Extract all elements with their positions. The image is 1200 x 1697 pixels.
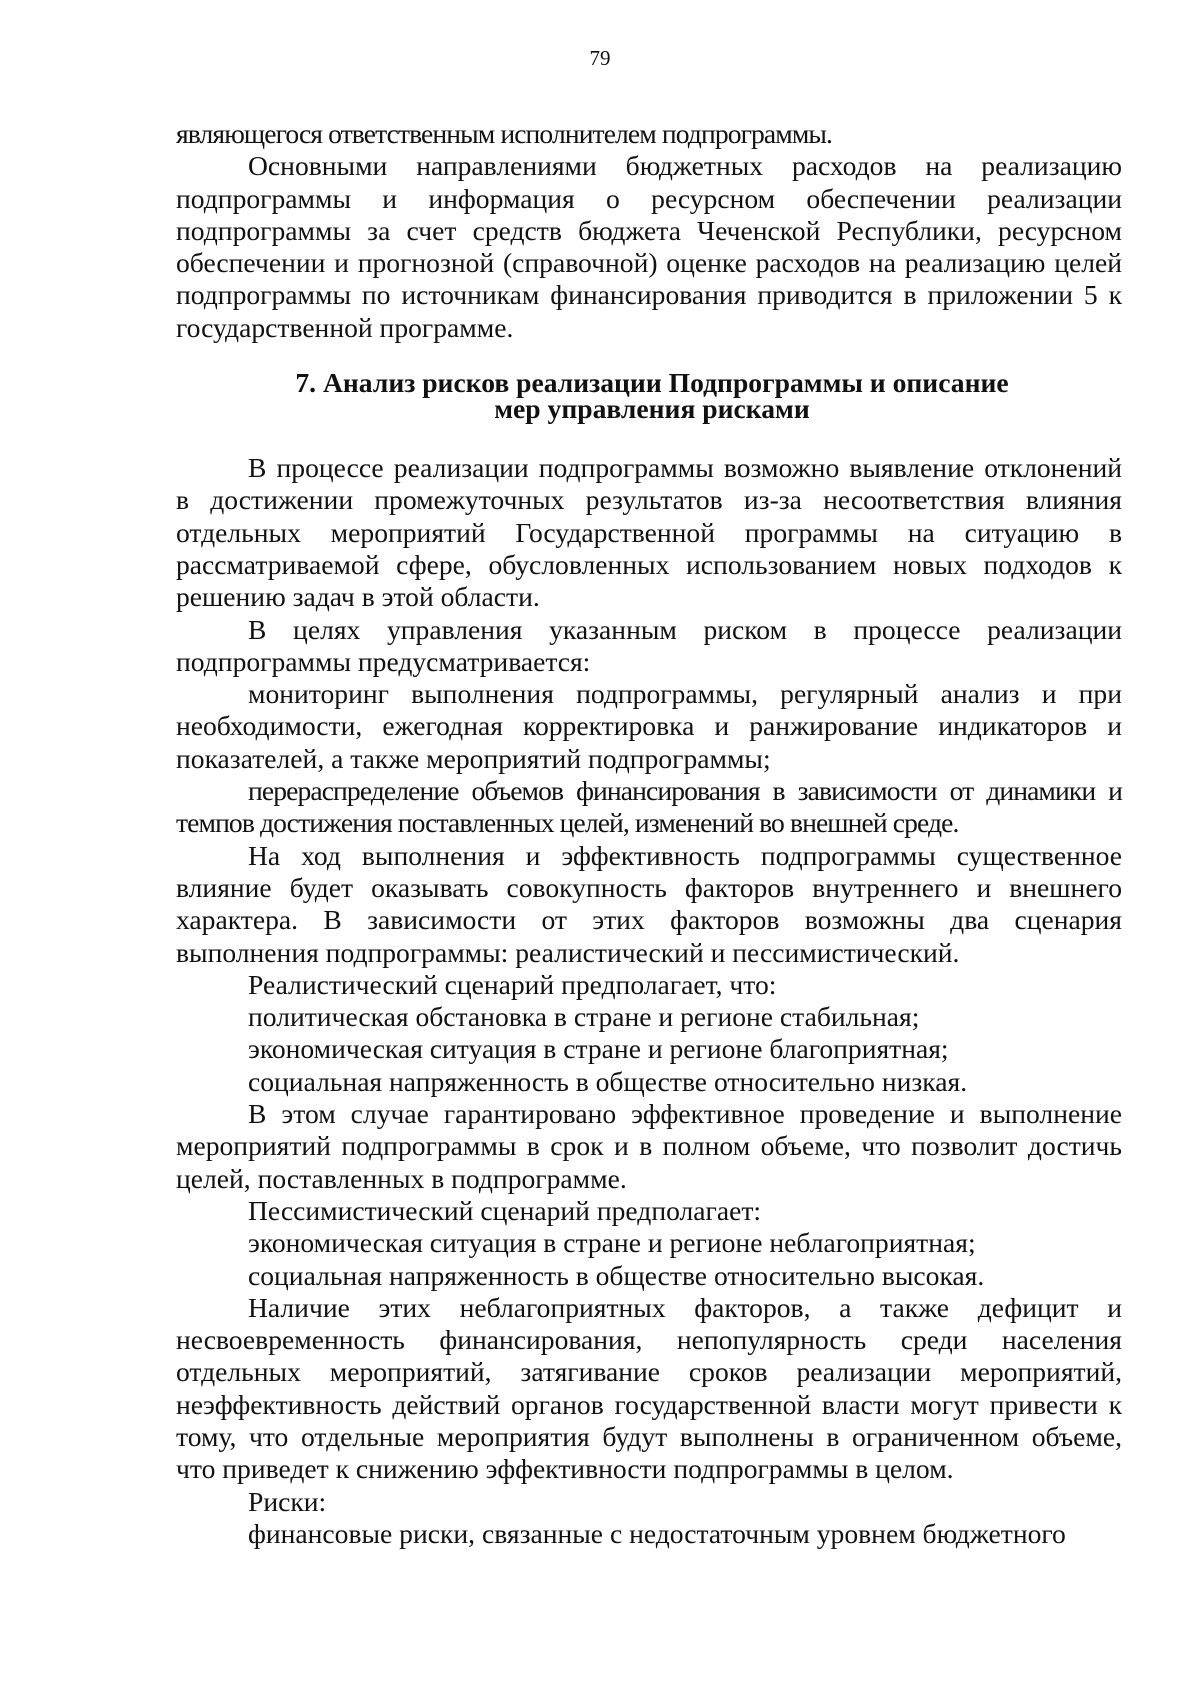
section-heading (176, 367, 1122, 425)
paragraph: социальная напряженность в обществе относительно низкая. (248, 1065, 968, 1097)
page-number: 79 (589, 46, 611, 70)
paragraph: экономическая ситуация в стране и регионе благоприятная; (248, 1033, 949, 1065)
paragraph: В целях управления указанным риском в процессе реализации подпрограммы предусматривается: (176, 613, 1122, 677)
section-heading-line: 7. Анализ рисков реализации Подпрограммы и описание (295, 367, 1009, 399)
paragraph: На ход выполнения и эффективность подпрограммы существенное влияние будет оказывать совокупность факторов внутреннего и внешнего характера. В зависимости от этих факторов возможны два сценария выполнения подпрограммы: реалистический и пессимистический. (176, 839, 1122, 968)
document-body (176, 118, 1122, 1550)
paragraph: финансовые риски, связанные с недостаточным уровнем бюджетного (248, 1517, 1066, 1549)
paragraph: являющегося ответственным исполнителем подпрограммы. (176, 118, 833, 149)
paragraph: В процессе реализации подпрограммы возможно выявление отклонений в достижении промежуточных результатов из-за несоответствия влияния отдельных мероприятий Государственной программы на ситуацию в рассматриваемой сфере, обусловленных использованием новых подходов к решению задач в этой области. (176, 452, 1122, 613)
paragraph: мониторинг выполнения подпрограммы, регулярный анализ и при необходимости, ежегодная корректировка и ранжирование индикаторов и показателей, а также мероприятий подпрограммы; (176, 678, 1122, 774)
paragraph: В этом случае гарантировано эффективное проведение и выполнение мероприятий подпрограммы в срок и в полном объеме, что позволит достичь целей, поставленных в подпрограмме. (176, 1098, 1122, 1194)
paragraph: Наличие этих неблагоприятных факторов, а также дефицит и несвоевременность финансирования, непопулярность среди населения отдельных мероприятий, затягивание сроков реализации мероприятий, неэффективность действий органов государственной власти могут привести к тому, что отдельные мероприятия будут выполнены в ограниченном объеме, что приведет к снижению эффективности подпрограммы в целом. (176, 1291, 1122, 1485)
paragraph: перераспределение объемов финансирования в зависимости от динамики и темпов достижения поставленных целей, изменений во внешней среде. (176, 775, 1122, 839)
paragraph: экономическая ситуация в стране и регионе неблагоприятная; (248, 1227, 976, 1259)
section-heading-line: мер управления рисками (494, 393, 810, 425)
paragraph: Реалистический сценарий предполагает, что: (248, 968, 777, 1000)
paragraph: Пессимистический сценарий предполагает: (248, 1194, 762, 1226)
paragraph: Риски: (248, 1485, 327, 1517)
paragraph: Основными направлениями бюджетных расходов на реализацию подпрограммы и информация о ресурсном обеспечении реализации подпрограммы за счет средств бюджета Чеченской Республики, ресурсном обеспечении и прогнозной (справочной) оценке расходов на реализацию целей подпрограммы по источникам финансирования приводится в приложении 5 к государственной программе. (176, 150, 1122, 343)
paragraph: социальная напряженность в обществе относительно высокая. (248, 1259, 985, 1291)
paragraph: политическая обстановка в стране и регионе стабильная; (248, 1001, 920, 1033)
